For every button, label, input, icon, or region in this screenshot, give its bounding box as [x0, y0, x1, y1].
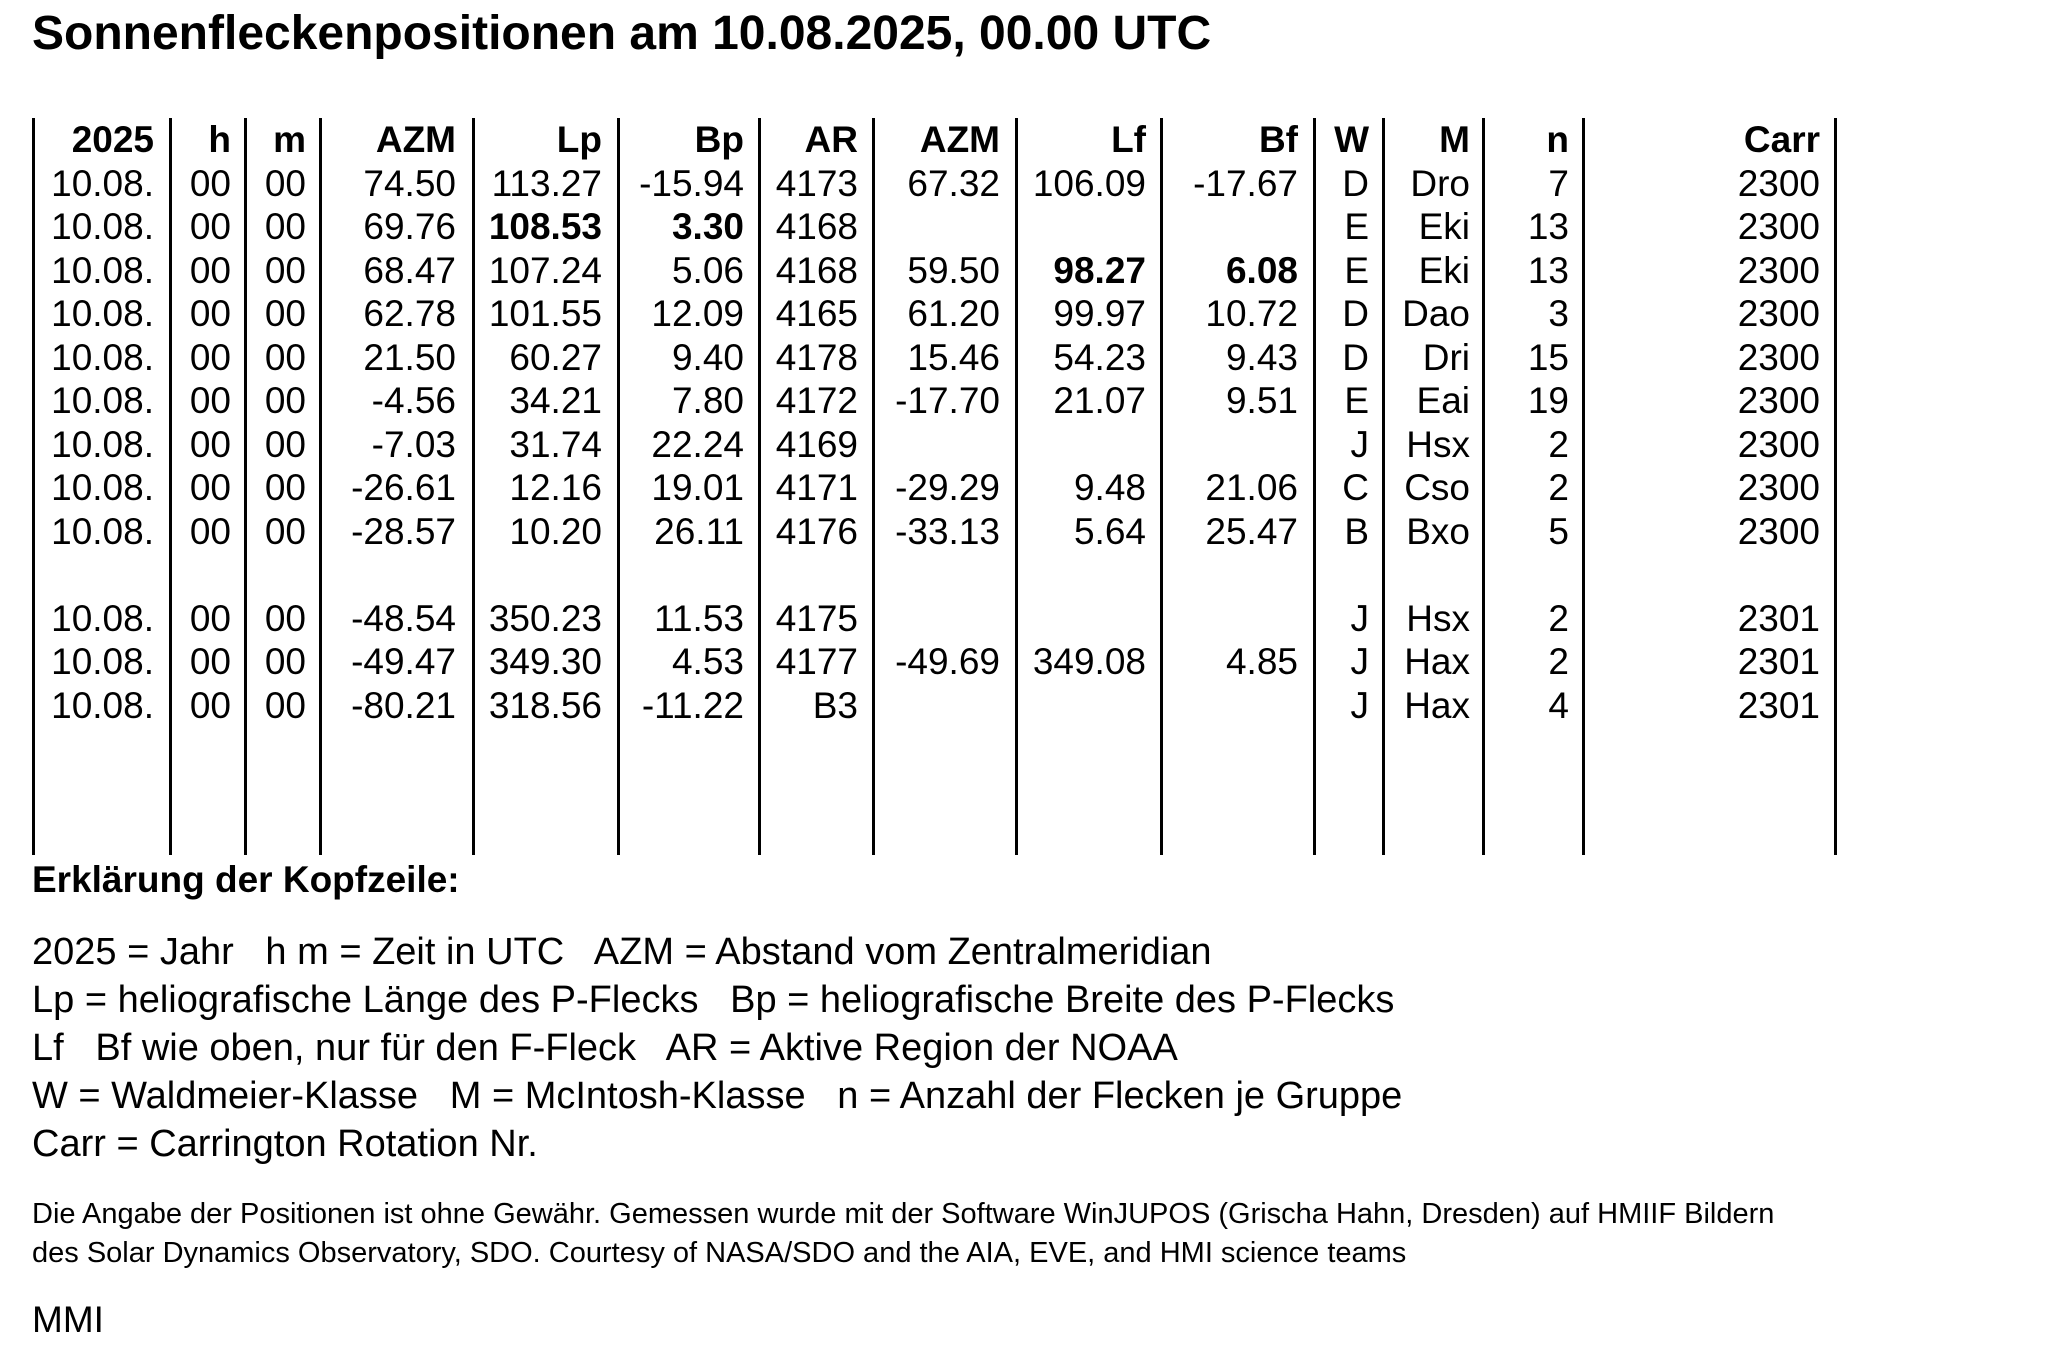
table-cell-hour: 00	[189, 510, 231, 552]
column-header-lp: Lp	[556, 119, 602, 160]
table-cell-bp: 12.09	[651, 293, 744, 334]
table-cell-date: 10.08.	[51, 510, 154, 552]
table-cell-carrington: 2301	[1737, 641, 1820, 682]
table-cell-minute: 00	[264, 423, 306, 465]
table-cell-lp: 349.30	[488, 641, 602, 682]
table-cell-date: 10.08.	[51, 249, 154, 291]
disclaimer-line: des Solar Dynamics Observatory, SDO. Courtesy of NASA/SDO and the AIA, EVE, and HMI science teams	[32, 1237, 1407, 1269]
table-cell-azm-p: 74.50	[363, 162, 456, 204]
table-cell-mcintosh: Eki	[1418, 206, 1470, 247]
column-header-lf: Lf	[1111, 119, 1146, 160]
table-cell-carrington: 2300	[1737, 336, 1820, 378]
table-cell-ar: 4168	[775, 206, 858, 247]
table-cell-waldmeier: B	[1344, 510, 1369, 552]
page-title: Sonnenfleckenpositionen am 10.08.2025, 00.00 UTC	[32, 7, 1212, 60]
table-cell-azm-f: 15.46	[907, 336, 1000, 378]
table-cell-count: 2	[1548, 597, 1569, 639]
column-header-waldmeier: W	[1334, 119, 1369, 160]
table-cell-minute: 00	[264, 597, 306, 639]
table-cell-azm-p: -49.47	[351, 641, 456, 682]
table-cell-azm-p: 68.47	[363, 249, 456, 291]
table-cell-waldmeier: E	[1344, 206, 1369, 247]
table-cell-azm-p: -4.56	[371, 380, 456, 421]
table-cell-mcintosh: Hax	[1404, 684, 1470, 726]
table-cell-bf: 25.47	[1205, 510, 1298, 552]
table-cell-date: 10.08.	[51, 597, 154, 639]
table-cell-azm-f: -17.70	[895, 380, 1000, 421]
table-cell-azm-f: -49.69	[895, 641, 1000, 682]
column-header-date: 2025	[71, 119, 154, 160]
column-header-azm-f: AZM	[919, 119, 1000, 160]
table-cell-hour: 00	[189, 162, 231, 204]
table-cell-minute: 00	[264, 293, 306, 334]
table-cell-hour: 00	[189, 684, 231, 726]
column-header-mcintosh: M	[1439, 119, 1470, 160]
table-cell-bf: 9.51	[1225, 380, 1298, 421]
table-cell-count: 2	[1548, 423, 1569, 465]
explanation-line: Lp = heliografische Länge des P-Flecks Bp = heliografische Breite des P-Flecks	[32, 979, 1395, 1021]
column-divider	[1834, 118, 1837, 855]
table-cell-ar: 4176	[775, 510, 858, 552]
table-cell-ar: 4171	[775, 467, 858, 508]
table-cell-hour: 00	[189, 380, 231, 421]
table-cell-bp: 26.11	[654, 510, 744, 552]
table-cell-bf: 4.85	[1225, 641, 1298, 682]
column-header-minute: m	[273, 119, 306, 160]
table-cell-waldmeier: E	[1344, 380, 1369, 421]
table-cell-bp: 7.80	[671, 380, 744, 421]
table-cell-date: 10.08.	[51, 380, 154, 421]
table-cell-waldmeier: D	[1342, 162, 1369, 204]
table-cell-minute: 00	[264, 467, 306, 508]
table-cell-carrington	[1620, 553, 1820, 597]
table-cell-date: 10.08.	[51, 162, 154, 204]
column-header-ar: AR	[804, 119, 858, 160]
table-cell-bp: 4.53	[671, 641, 744, 682]
table-cell-date: 10.08.	[51, 206, 154, 247]
table-cell-hour: 00	[189, 249, 231, 291]
table-cell-bp: 5.06	[671, 249, 744, 291]
table-cell-azm-p: 69.76	[363, 206, 456, 247]
table-cell-count: 7	[1548, 162, 1569, 204]
table-cell-carrington: 2300	[1737, 380, 1820, 421]
table-cell-ar: 4177	[775, 641, 858, 682]
table-cell-bp: 11.53	[654, 597, 744, 639]
table-cell-mcintosh: Eai	[1416, 380, 1470, 421]
column-header-azm-p: AZM	[375, 119, 456, 160]
table-cell-waldmeier: D	[1342, 336, 1369, 378]
table-cell-minute: 00	[264, 641, 306, 682]
table-cell-azm-p: -48.54	[351, 597, 456, 639]
table-cell-lf: 349.08	[1032, 641, 1146, 682]
table-cell-minute: 00	[264, 510, 306, 552]
explanation-line: 2025 = Jahr h m = Zeit in UTC AZM = Abstand vom Zentralmeridian	[32, 931, 1212, 973]
column-header-bp: Bp	[694, 119, 744, 160]
table-cell-ar: B3	[812, 684, 858, 726]
table-cell-azm-f: -33.13	[895, 510, 1000, 552]
table-cell-azm-p: 62.78	[363, 293, 456, 334]
table-cell-mcintosh: Eki	[1418, 249, 1470, 291]
table-cell-hour: 00	[189, 336, 231, 378]
table-cell-lf: 99.97	[1053, 293, 1146, 334]
table-cell-azm-p: 21.50	[363, 336, 456, 378]
table-cell-lp: 10.20	[509, 510, 602, 552]
table-cell-carrington: 2301	[1737, 684, 1820, 726]
table-cell-minute: 00	[264, 380, 306, 421]
table-cell-bp: 9.40	[671, 336, 744, 378]
table-cell-count: 2	[1548, 641, 1569, 682]
table-cell-minute: 00	[264, 249, 306, 291]
table-cell-waldmeier: J	[1350, 684, 1369, 726]
table-cell-lp: 108.53	[488, 206, 602, 247]
table-cell-count	[1369, 553, 1569, 597]
explanation-heading: Erklärung der Kopfzeile:	[32, 859, 460, 900]
table-cell-minute: 00	[264, 162, 306, 204]
table-cell-azm-f: 59.50	[907, 249, 1000, 291]
table-cell-mcintosh: Dao	[1402, 293, 1470, 334]
table-cell-count: 4	[1548, 684, 1569, 726]
table-cell-bf: 10.72	[1205, 293, 1298, 334]
table-cell-lf: 106.09	[1032, 162, 1146, 204]
table-cell-date: 10.08.	[51, 467, 154, 508]
column-header-bf: Bf	[1258, 119, 1298, 160]
table-cell-bp: -15.94	[639, 162, 744, 204]
table-cell-hour: 00	[189, 597, 231, 639]
table-cell-hour: 00	[189, 641, 231, 682]
table-cell-waldmeier: J	[1350, 597, 1369, 639]
table-cell-mcintosh: Hax	[1404, 641, 1470, 682]
table-cell-count: 15	[1527, 336, 1569, 378]
table-cell-waldmeier: E	[1344, 249, 1369, 291]
column-header-carrington: Carr	[1743, 119, 1820, 160]
table-cell-carrington: 2300	[1737, 423, 1820, 465]
table-cell-date: 10.08.	[51, 684, 154, 726]
table-cell-date: 10.08.	[51, 336, 154, 378]
table-cell-minute: 00	[264, 684, 306, 726]
table-cell-bf: -17.67	[1193, 162, 1298, 204]
table-cell-minute: 00	[264, 206, 306, 247]
table-cell-count: 19	[1527, 380, 1569, 421]
table-cell-lp: 107.24	[488, 249, 602, 291]
table-cell-carrington: 2300	[1737, 162, 1820, 204]
table-cell-ar: 4172	[775, 380, 858, 421]
table-cell-ar: 4175	[775, 597, 858, 639]
table-cell-hour: 00	[189, 467, 231, 508]
table-cell-date: 10.08.	[51, 423, 154, 465]
table-cell-waldmeier: J	[1350, 641, 1369, 682]
table-cell-lp: 60.27	[509, 336, 602, 378]
table-cell-ar: 4178	[775, 336, 858, 378]
sunspot-table	[32, 118, 1842, 855]
explanation-line: Carr = Carrington Rotation Nr.	[32, 1123, 538, 1165]
table-cell-carrington: 2301	[1737, 597, 1820, 639]
table-cell-count: 13	[1527, 206, 1569, 247]
table-cell-waldmeier: D	[1342, 293, 1369, 334]
column-header-hour: h	[208, 119, 231, 160]
table-cell-lp: 350.23	[488, 597, 602, 639]
table-cell-ar: 4169	[775, 423, 858, 465]
table-cell-date: 10.08.	[51, 293, 154, 334]
column-header-count: n	[1546, 119, 1569, 160]
table-cell-azm-f: 67.32	[907, 162, 1000, 204]
table-cell-lp: 113.27	[491, 162, 602, 204]
table-cell-lf: 98.27	[1053, 249, 1146, 291]
table-cell-lp: 31.74	[509, 423, 602, 465]
table-cell-azm-p: -80.21	[351, 684, 456, 726]
table-cell-lf: 21.07	[1053, 380, 1146, 421]
table-cell-bp: -11.22	[641, 684, 744, 726]
table-cell-carrington: 2300	[1737, 510, 1820, 552]
table-cell-mcintosh: Hsx	[1406, 597, 1470, 639]
explanation-line: Lf Bf wie oben, nur für den F-Fleck AR = Aktive Region der NOAA	[32, 1027, 1178, 1069]
table-cell-hour: 00	[189, 206, 231, 247]
table-cell-count: 13	[1527, 249, 1569, 291]
table-cell-bp: 22.24	[651, 423, 744, 465]
table-cell-ar: 4173	[775, 162, 858, 204]
table-cell-bf: 9.43	[1225, 336, 1298, 378]
table-cell-mcintosh: Hsx	[1406, 423, 1470, 465]
table-cell-mcintosh: Cso	[1404, 467, 1470, 508]
table-cell-lf: 9.48	[1073, 467, 1146, 508]
table-cell-mcintosh: Bxo	[1406, 510, 1470, 552]
table-cell-hour: 00	[189, 293, 231, 334]
table-cell-azm-f: -29.29	[895, 467, 1000, 508]
table-cell-carrington: 2300	[1737, 467, 1820, 508]
table-cell-minute: 00	[264, 336, 306, 378]
table-cell-carrington: 2300	[1737, 293, 1820, 334]
table-cell-azm-f: 61.20	[907, 293, 1000, 334]
table-cell-bf: 21.06	[1205, 467, 1298, 508]
table-cell-bp: 19.01	[651, 467, 744, 508]
table-cell-waldmeier: J	[1350, 423, 1369, 465]
column-divider	[1582, 118, 1585, 855]
table-cell-mcintosh: Dro	[1410, 162, 1470, 204]
table-cell-lp: 12.16	[509, 467, 602, 508]
table-cell-count: 2	[1548, 467, 1569, 508]
table-cell-bp: 3.30	[671, 206, 744, 247]
table-cell-lp: 34.21	[509, 380, 602, 421]
table-cell-azm-p: -28.57	[351, 510, 456, 552]
table-cell-lf: 54.23	[1053, 336, 1146, 378]
table-cell-carrington: 2300	[1737, 249, 1820, 291]
table-cell-count: 3	[1548, 293, 1569, 334]
table-cell-count: 5	[1548, 510, 1569, 552]
table-cell-waldmeier: C	[1342, 467, 1369, 508]
table-cell-ar: 4165	[775, 293, 858, 334]
table-cell-lf: 5.64	[1073, 510, 1146, 552]
table-cell-azm-p: -26.61	[351, 467, 456, 508]
table-cell-hour: 00	[189, 423, 231, 465]
table-cell-mcintosh: Dri	[1422, 336, 1470, 378]
table-cell-carrington: 2300	[1737, 206, 1820, 247]
table-cell-bf: 6.08	[1225, 249, 1298, 291]
table-cell-date: 10.08.	[51, 641, 154, 682]
author-signature: MMI	[32, 1299, 104, 1340]
disclaimer-line: Die Angabe der Positionen ist ohne Gewähr. Gemessen wurde mit der Software WinJUPOS (Grischa Hahn, Dresden) auf HMIIF Bildern	[32, 1198, 1775, 1230]
table-cell-azm-p: -7.03	[371, 423, 456, 465]
table-cell-lp: 318.56	[488, 684, 602, 726]
table-cell-lp: 101.55	[488, 293, 602, 334]
table-cell-ar: 4168	[775, 249, 858, 291]
explanation-line: W = Waldmeier-Klasse M = McIntosh-Klasse n = Anzahl der Flecken je Gruppe	[32, 1075, 1403, 1117]
